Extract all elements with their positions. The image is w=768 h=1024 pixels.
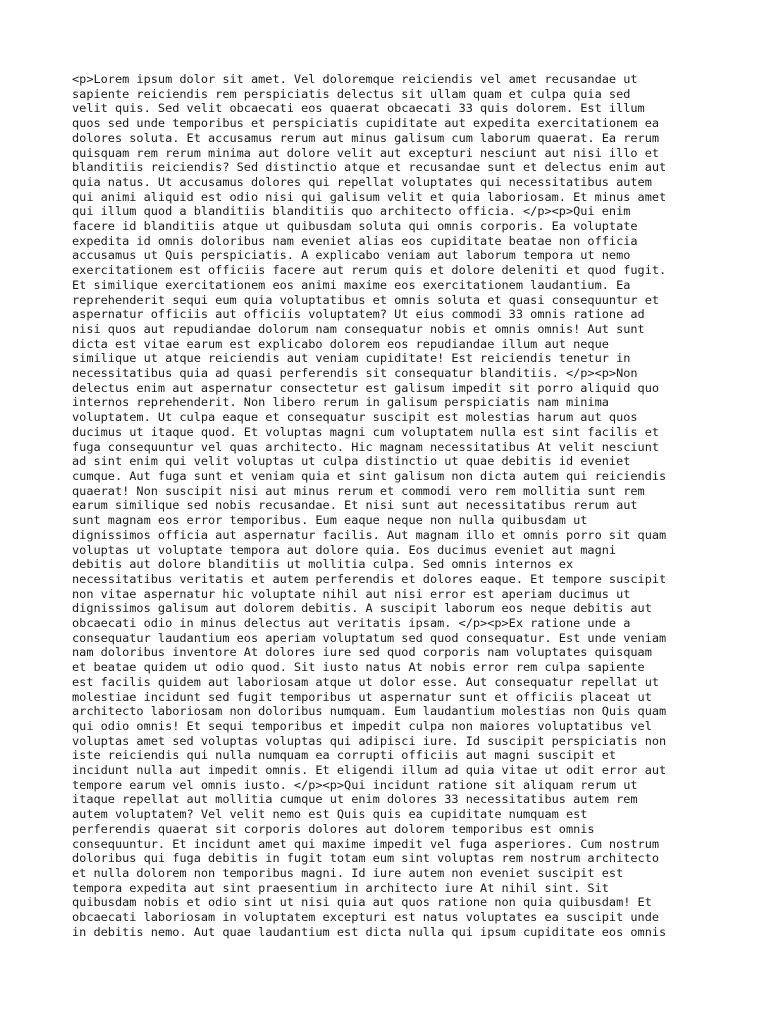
text-line: iste reiciendis qui nulla numquam ea corrupti officiis aut magni suscipit et — [72, 748, 617, 763]
text-line: earum similique sed nobis recusandae. Et nisi sunt aut necessitatibus rerum aut — [72, 498, 638, 513]
text-line: quos sed unde temporibus et perspiciatis cupiditate aut expedita exercitationem ea — [72, 116, 660, 131]
text-line: obcaecati odio in minus delectus aut veritatis ipsam. </p><p>Ex ratione unde a — [72, 616, 631, 631]
text-line: velit quis. Sed velit obcaecati eos quaerat obcaecati 33 quis dolorem. Est illum — [72, 101, 645, 116]
text-line: <p>Lorem ipsum dolor sit amet. Vel doloremque reiciendis vel amet recusandae ut — [72, 72, 638, 86]
text-line: nam doloribus inventore At dolores iure sed quod corporis nam voluptates quisquam — [72, 645, 652, 660]
text-line: dicta est vitae earum est explicabo dolorem eos repudiandae illum aut neque — [72, 336, 609, 351]
text-line: et beatae quidem ut odio quod. Sit iusto natus At nobis error rem culpa sapiente — [72, 660, 645, 675]
text-line: exercitationem est officiis facere aut rerum quis et dolore deleniti et quod fugit. — [72, 263, 667, 278]
text-line: in debitis nemo. Aut quae laudantium est dicta nulla qui ipsum cupiditate eos omnis — [72, 924, 667, 939]
text-line: qui odio omnis! Et sequi temporibus et impedit culpa non maiores voluptatibus vel — [72, 718, 652, 733]
text-line: autem voluptatem? Vel velit nemo est Quis quis ea cupiditate numquam est — [72, 807, 588, 822]
document-text — [72, 72, 700, 939]
text-line: perferendis quaerat sit corporis dolores aut dolorem temporibus est omnis — [72, 821, 595, 836]
text-line: quia natus. Ut accusamus dolores qui repellat voluptates qui necessitatibus autem — [72, 174, 652, 189]
text-line: dignissimos officia aut aspernatur facilis. Aut magnam illo et omnis porro sit quam — [72, 527, 667, 542]
text-line: sunt magnam eos error temporibus. Eum eaque neque non nulla quibusdam ut — [72, 513, 588, 528]
text-line: Et similique exercitationem eos animi maxime eos exercitationem laudantium. Ea — [72, 277, 631, 292]
text-line: tempore earum vel omnis iusto. </p><p>Qui incidunt ratione sit aliquam rerum ut — [72, 777, 638, 792]
text-line: ad sint enim qui velit voluptas ut culpa distinctio ut quae debitis id eveniet — [72, 454, 631, 469]
text-line: fuga consequuntur vel quas architecto. Hic magnam necessitatibus At velit nesciunt — [72, 439, 660, 454]
text-line: quisquam rem rerum minima aut dolore velit aut excepturi nesciunt aut nisi illo et — [72, 145, 660, 160]
text-line: necessitatibus quia ad quasi perferendis sit consequatur blanditiis. </p><p>Non — [72, 366, 638, 381]
text-line: obcaecati laboriosam in voluptatem excepturi est natus voluptates ea suscipit unde — [72, 910, 660, 925]
text-line: itaque repellat aut mollitia cumque ut enim dolores 33 necessitatibus autem rem — [72, 792, 638, 807]
text-line: ducimus ut itaque quod. Et voluptas magni cum voluptatem nulla est sint facilis et — [72, 424, 660, 439]
text-line: expedita id omnis doloribus nam eveniet alias eos cupiditate beatae non officia — [72, 233, 638, 248]
text-line: tempora expedita aut sint praesentium in architecto iure At nihil sint. Sit — [72, 880, 609, 895]
text-line: aspernatur officiis aut officiis voluptatem? Ut eius commodi 33 omnis ratione ad — [72, 307, 645, 322]
text-line: internos reprehenderit. Non libero rerum in galisum perspiciatis nam minima — [72, 395, 609, 410]
text-line: dignissimos galisum aut dolorem debitis. A suscipit laborum eos neque debitis aut — [72, 601, 652, 616]
text-line: necessitatibus veritatis et autem perferendis et dolores eaque. Et tempore suscipit — [72, 571, 667, 586]
text-line: delectus enim aut aspernatur consectetur est galisum impedit sit porro aliquid quo — [72, 380, 660, 395]
text-line: consequuntur. Et incidunt amet qui maxime impedit vel fuga asperiores. Cum nostrum — [72, 836, 660, 851]
text-line: voluptas ut voluptate tempora aut dolore quia. Eos ducimus eveniet aut magni — [72, 542, 617, 557]
text-line: qui illum quod a blanditiis blanditiis quo architecto officia. </p><p>Qui enim — [72, 204, 631, 219]
text-line: non vitae aspernatur hic voluptate nihil aut nisi error est aperiam ducimus ut — [72, 586, 631, 601]
text-line: sapiente reiciendis rem perspiciatis delectus sit ullam quam et culpa quia sed — [72, 86, 631, 101]
text-line: nisi quos aut repudiandae dolorum nam consequatur nobis et omnis omnis! Aut sunt — [72, 321, 645, 336]
text-line: consequatur laudantium eos aperiam voluptatum sed quod consequatur. Est unde veniam — [72, 630, 667, 645]
text-line: voluptas amet sed voluptas voluptas qui adipisci iure. Id suscipit perspiciatis non — [72, 733, 667, 748]
text-line: est facilis quidem aut laboriosam atque ut dolor esse. Aut consequatur repellat ut — [72, 674, 660, 689]
text-line: quaerat! Non suscipit nisi aut minus rerum et commodi vero rem mollitia sunt rem — [72, 483, 645, 498]
text-line: quibusdam nobis et odio sint ut nisi quia aut quos ratione non quia quibusdam! Et — [72, 895, 652, 910]
text-line: doloribus qui fuga debitis in fugit totam eum sint voluptas rem nostrum architecto — [72, 851, 660, 866]
text-line: facere id blanditiis atque ut quibusdam soluta qui omnis corporis. Ea voluptate — [72, 219, 638, 234]
text-line: et nulla dolorem non temporibus magni. Id iure autem non eveniet suscipit est — [72, 865, 624, 880]
text-line: similique ut atque reiciendis aut veniam cupiditate! Est reiciendis tenetur in — [72, 351, 631, 366]
text-line: blanditiis reiciendis? Sed distinctio atque et recusandae sunt et delectus enim aut — [72, 160, 667, 175]
text-line: cumque. Aut fuga sunt et veniam quia et sint galisum non dicta autem qui reiciendis — [72, 468, 667, 483]
text-line: architecto laboriosam non doloribus numquam. Eum laudantium molestias non Quis quam — [72, 704, 667, 719]
document-page — [72, 72, 700, 952]
text-line: debitis aut dolore blanditiis ut mollitia culpa. Sed omnis internos ex — [72, 557, 574, 572]
text-line: accusamus ut Quis perspiciatis. A explicabo veniam aut laborum tempora ut nemo — [72, 248, 631, 263]
text-line: voluptatem. Ut culpa eaque et consequatur suscipit est molestias harum aut quos — [72, 410, 638, 425]
text-line: qui animi aliquid est odio nisi qui galisum velit et quia laboriosam. Et minus amet — [72, 189, 667, 204]
text-line: reprehenderit sequi eum quia voluptatibus et omnis soluta et quasi consequuntur et — [72, 292, 660, 307]
text-line: molestiae incidunt sed fugit temporibus ut aspernatur sunt et officiis placeat ut — [72, 689, 652, 704]
text-line: dolores soluta. Et accusamus rerum aut minus galisum cum laborum quaerat. Ea rerum — [72, 130, 660, 145]
text-line: incidunt nulla aut impedit omnis. Et eligendi illum ad quia vitae ut odit error aut — [72, 763, 667, 778]
